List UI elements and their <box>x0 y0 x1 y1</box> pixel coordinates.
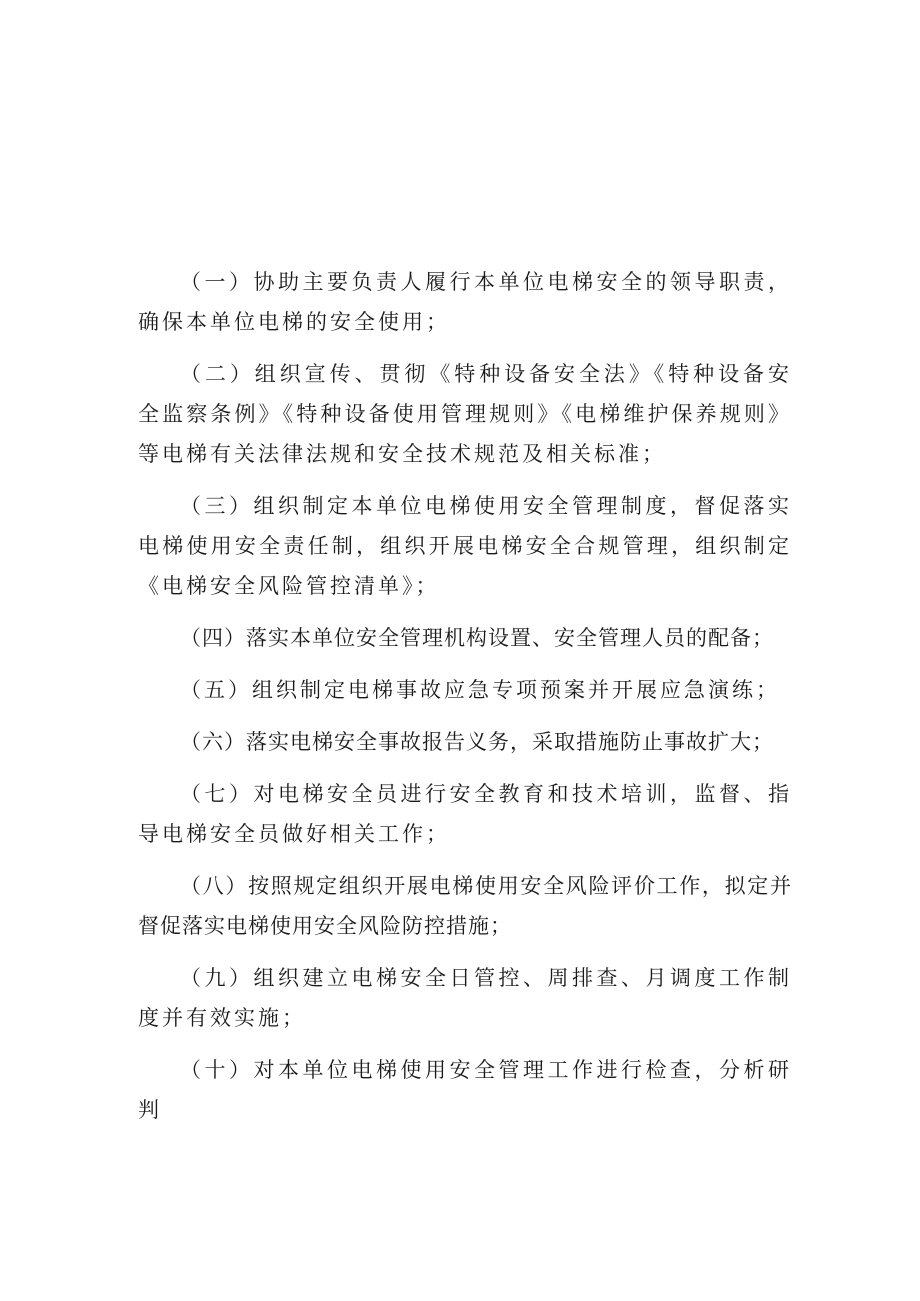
paragraph-3: （三）组织制定本单位电梯使用安全管理制度，督促落实电梯使用安全责任制，组织开展电梯安全合规管理，组织制定《电梯安全风险管控清单》； <box>138 494 792 598</box>
paragraph-5: （五）组织制定电梯事故应急专项预案并开展应急演练； <box>180 678 780 702</box>
document-body <box>138 262 792 1142</box>
paragraph-4: （四）落实本单位安全管理机构设置、安全管理人员的配备； <box>180 626 774 650</box>
paragraph-7: （七）对电梯安全员进行安全教育和技术培训，监督、指导电梯安全员做好相关工作； <box>138 782 792 846</box>
paragraph-1: （一）协助主要负责人履行本单位电梯安全的领导职责，确保本单位电梯的安全使用； <box>138 270 792 334</box>
paragraph-2: （二）组织宣传、贯彻《特种设备安全法》《特种设备安全监察条例》《特种设备使用管理规则》《电梯维护保养规则》等电梯有关法律法规和安全技术规范及相关标准； <box>138 362 792 466</box>
paragraph-6: （六）落实电梯安全事故报告义务，采取措施防止事故扩大； <box>180 730 774 754</box>
paragraph-10: （十）对本单位电梯使用安全管理工作进行检查，分析研判 <box>138 1058 792 1122</box>
paragraph-9: （九）组织建立电梯安全日管控、周排查、月调度工作制度并有效实施； <box>138 966 792 1030</box>
paragraph-8: （八）按照规定组织开展电梯使用安全风险评价工作，拟定并督促落实电梯使用安全风险防控措施； <box>138 874 792 938</box>
